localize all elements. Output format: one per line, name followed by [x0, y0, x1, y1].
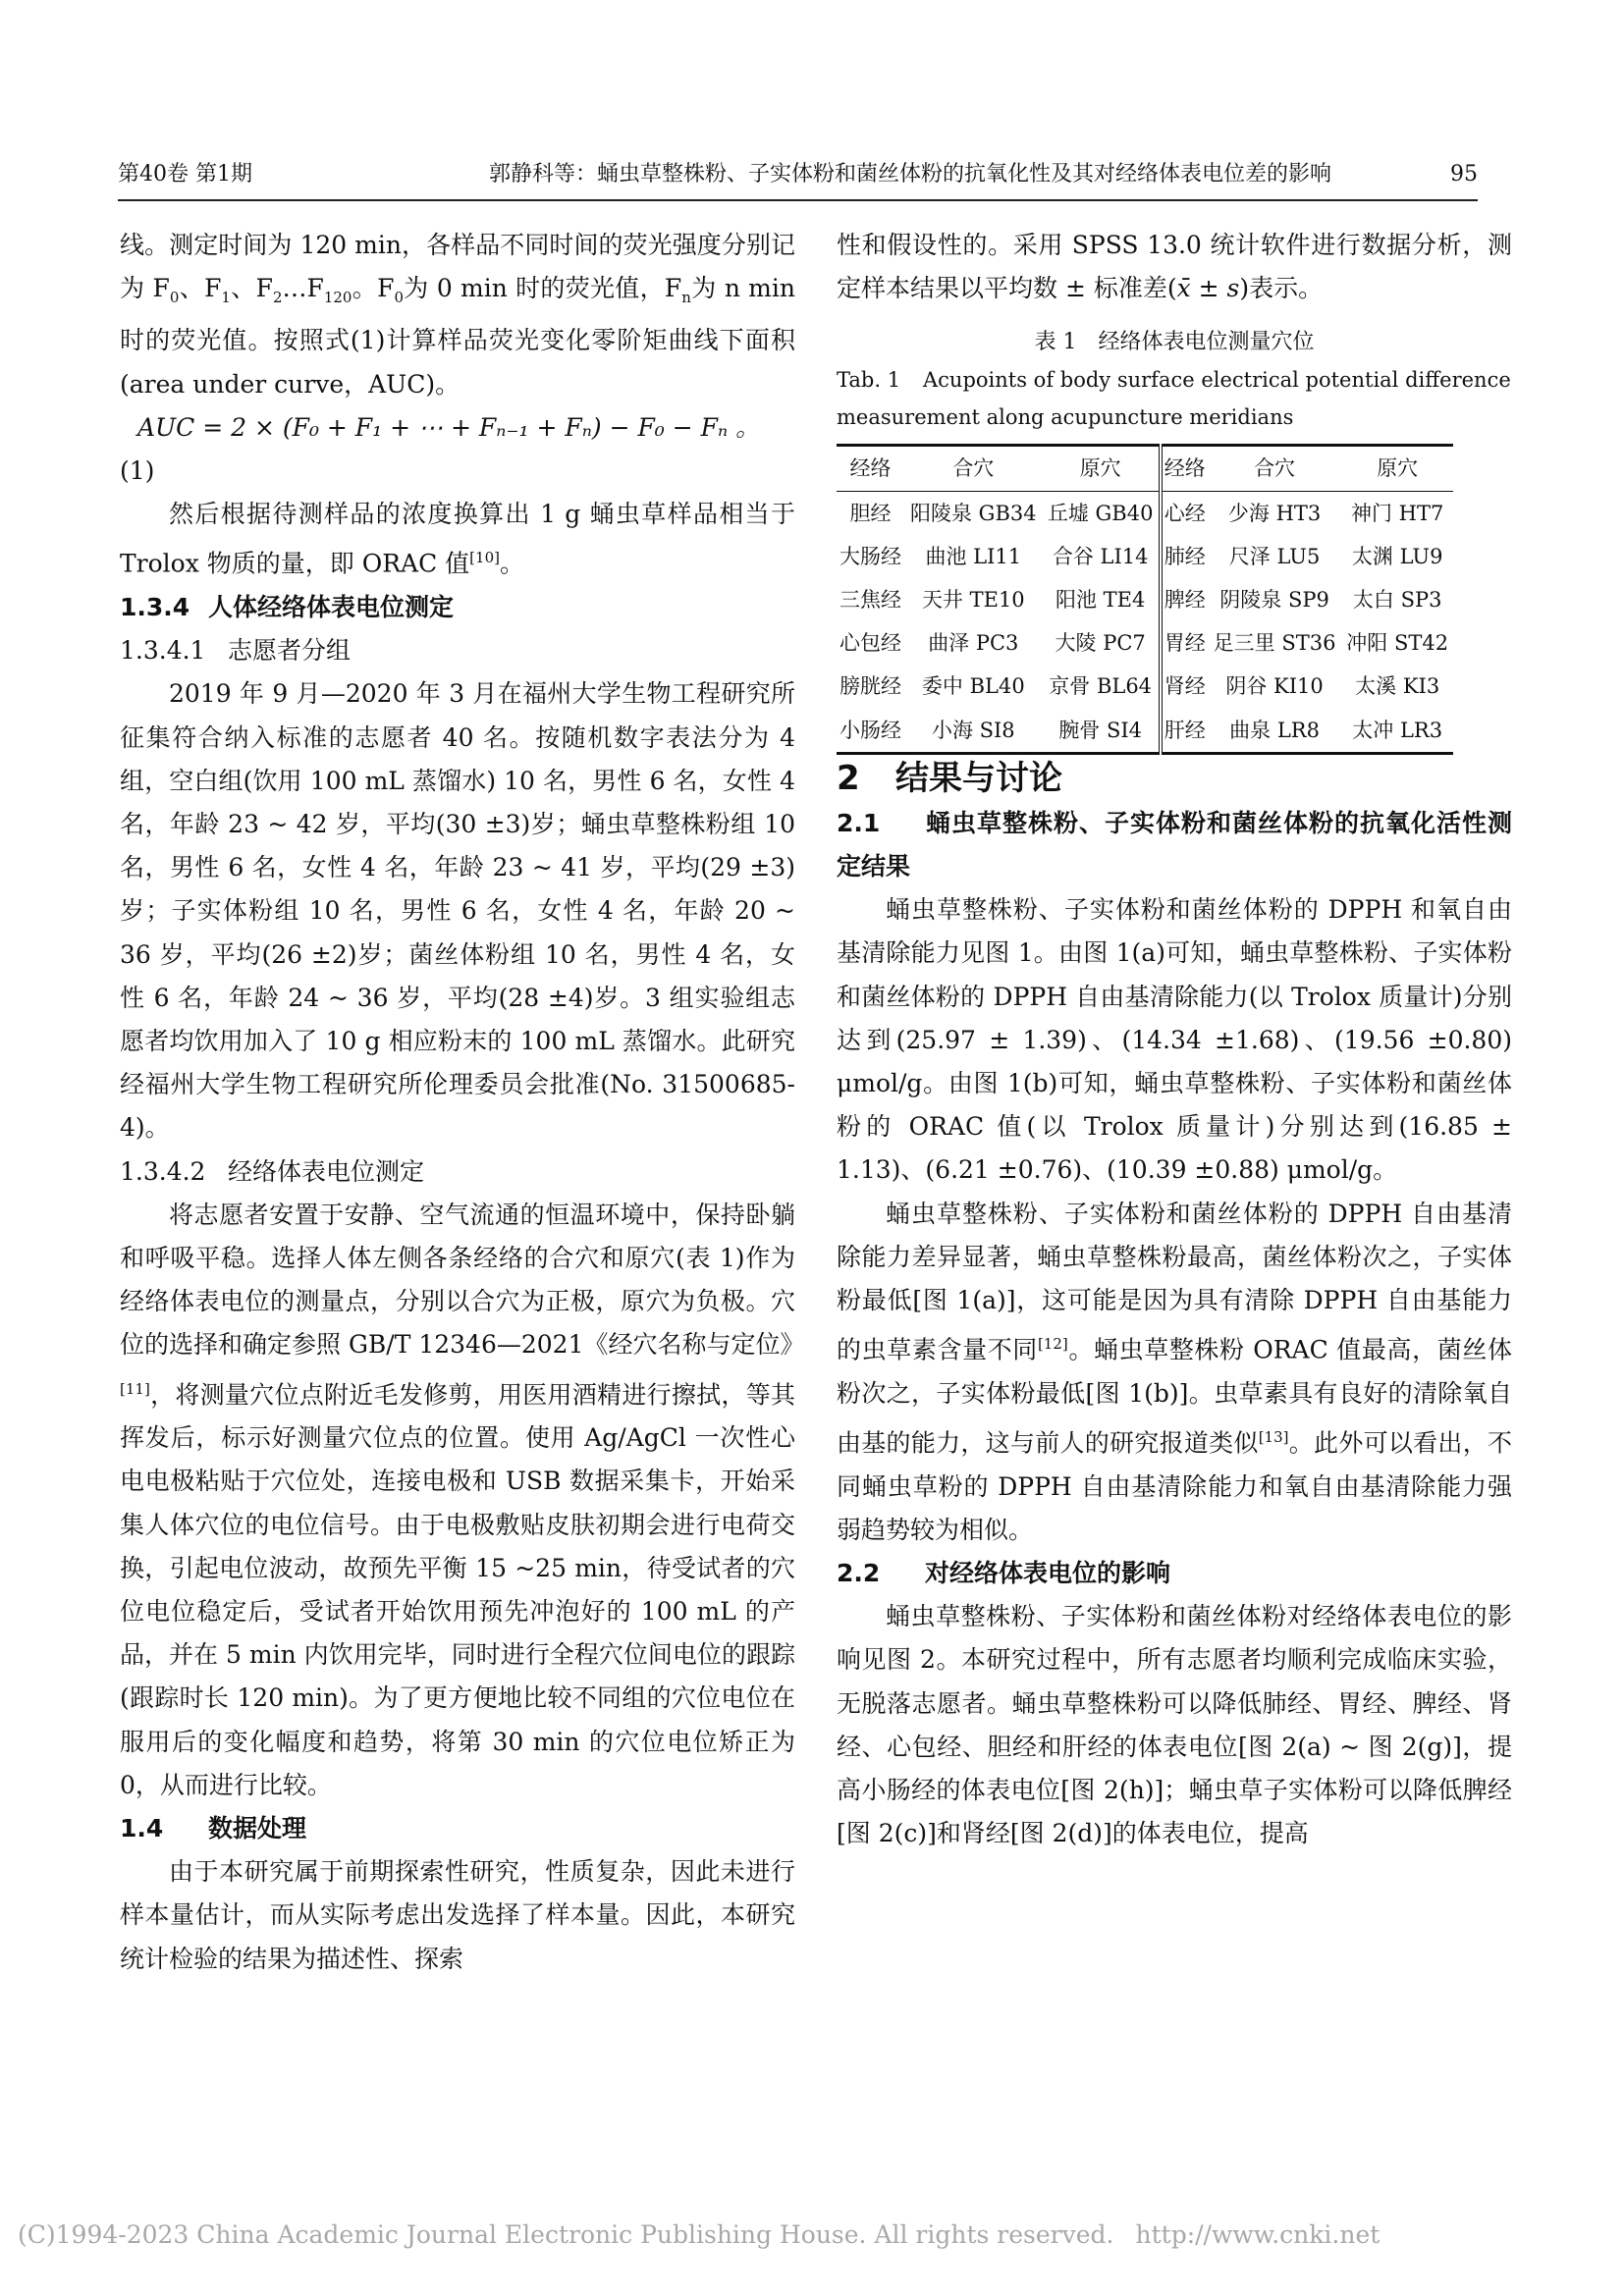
section-number: 1.3.4.1 — [120, 636, 206, 666]
column-header: 原穴 — [1043, 446, 1161, 491]
citation[interactable]: [12] — [1037, 1335, 1068, 1354]
footer-url-link[interactable]: http://www.cnki.net — [1135, 2220, 1380, 2249]
section-title: 人体经络体表电位测定 — [208, 592, 455, 621]
text-run: )表示。 — [1239, 274, 1324, 303]
copyright-footer — [18, 2220, 1380, 2249]
text-run: 。F — [352, 274, 395, 303]
section-number: 2.1 — [837, 808, 881, 837]
table-label: Tab. 1 — [837, 368, 901, 393]
acupoint-table — [837, 444, 1453, 754]
text-run: 、F — [230, 274, 273, 303]
meridian-cell: 胆经 — [849, 501, 892, 525]
meridian-cell: 肝经 — [1164, 718, 1206, 742]
paragraph-antioxidant-discussion — [837, 1193, 1512, 1552]
yuan-point-cell: 腕骨 SI4 — [1043, 709, 1161, 754]
section-title: 经络体表电位测定 — [228, 1156, 425, 1186]
text-run: 、F — [179, 274, 222, 303]
text-run: 然后根据待测样品的浓度换算出 1 g 蛹虫草样品相当于 Trolox 物质的量，即 ORAC 值 — [120, 500, 795, 578]
section-heading-1-4 — [120, 1807, 795, 1850]
he-point-cell: 尺泽 LU5 — [1228, 544, 1321, 568]
subscript: 1 — [221, 289, 231, 307]
meridian-cell: 肾经 — [1164, 674, 1206, 699]
section-heading-2-1 — [837, 802, 1512, 888]
he-point-cell: 曲池 LI11 — [925, 544, 1022, 568]
section-heading-1-3-4 — [120, 586, 795, 629]
section-heading-2-2 — [837, 1552, 1512, 1595]
yuan-point-cell: 京骨 BL64 — [1043, 665, 1161, 708]
meridian-cell: 三焦经 — [839, 588, 901, 613]
section-heading-2 — [837, 755, 1512, 802]
column-header: 原穴 — [1377, 456, 1419, 481]
section-number: 1.4 — [120, 1813, 164, 1842]
right-column — [837, 224, 1512, 1855]
table-caption-en — [837, 361, 1512, 436]
he-point-cell: 曲泉 LR8 — [1229, 718, 1320, 742]
yuan-point-cell: 大陵 PC7 — [1043, 621, 1161, 665]
paragraph-fluorescence — [120, 224, 795, 406]
table-row — [837, 491, 1453, 535]
section-number: 1.3.4 — [120, 592, 190, 621]
he-point-cell: 阴陵泉 SP9 — [1219, 588, 1329, 613]
left-column — [120, 224, 805, 1981]
subscript: 120 — [323, 289, 352, 307]
yuan-point-cell: 神门 HT7 — [1351, 501, 1444, 525]
section-title: 结果与讨论 — [895, 758, 1062, 798]
equation-number: (1) — [120, 456, 155, 486]
yuan-point-cell: 阳池 TE4 — [1043, 578, 1161, 621]
section-title: 蛹虫草整株粉、子实体粉和菌丝体粉的抗氧化活性测定结果 — [837, 808, 1512, 881]
table-row — [837, 621, 1453, 665]
subscript: 0 — [394, 289, 404, 307]
paragraph-measurement — [120, 1194, 805, 1807]
subscript: 2 — [272, 289, 283, 307]
column-header: 合穴 — [1254, 456, 1296, 481]
table-row — [837, 665, 1453, 708]
he-point-cell: 足三里 ST36 — [1213, 631, 1336, 656]
yuan-point-cell: 冲阳 ST42 — [1346, 631, 1449, 656]
meridian-cell: 小肠经 — [839, 718, 901, 742]
he-point-cell: 委中 BL40 — [921, 674, 1025, 699]
yuan-point-cell: 太白 SP3 — [1352, 588, 1442, 613]
table-row — [837, 535, 1453, 578]
he-point-cell: 小海 SI8 — [931, 718, 1015, 742]
math-mean-sd: x̄ ± s — [1176, 274, 1240, 303]
meridian-cell: 脾经 — [1164, 588, 1206, 613]
subscript: 0 — [169, 289, 180, 307]
paragraph-orac — [120, 493, 795, 586]
copyright-text: (C)1994-2023 China Academic Journal Electronic Publishing House. All rights reserved. — [18, 2220, 1114, 2249]
header-rule — [118, 199, 1478, 201]
meridian-cell: 心经 — [1164, 501, 1206, 525]
table-row — [837, 578, 1453, 621]
section-number: 2.2 — [837, 1558, 881, 1587]
paragraph-meridian-potential: 蛹虫草整株粉、子实体粉和菌丝体粉对经络体表电位的影响见图 2。本研究过程中，所有志愿者均顺利完成临床实验，无脱落志愿者。蛹虫草整株粉可以降低肺经、胃经、脾经、肾经、心包经、胆经和肝经的体表电位[图 2(a) ~ 图 2(g)]，提高小肠经的体表电位[图 2(h)]；蛹虫草子实体粉可以降低脾经[图 2(c)]和肾经[图 2(d)]的体表电位，提高 — [837, 1602, 1512, 1848]
text-run: 为 0 min 时的荧光值，F — [404, 274, 682, 303]
text-run: 。此外可以看出，不同蛹虫草粉的 DPPH 自由基清除能力和氧自由基清除能力强弱趋势较为相似。 — [837, 1428, 1512, 1544]
text-run: 为 n min 时的荧光值。按照式(1)计算样品荧光变化零阶矩曲线下面积(area under curve，AUC)。 — [120, 274, 795, 399]
yuan-point-cell: 丘墟 GB40 — [1043, 491, 1161, 535]
page-number: 95 — [1450, 162, 1478, 187]
table-caption-zh: 表 1 经络体表电位测量穴位 — [1034, 330, 1315, 355]
table-header-row — [837, 446, 1453, 491]
text-run: ，将测量穴位点附近毛发修剪，用医用酒精进行擦拭，等其挥发后，标示好测量穴位点的位置。使用 Ag/AgCl 一次性心电电极粘贴于穴位处，连接电极和 USB 数据采集卡，开始采集人体穴位的电位信号。由于电极敷贴皮肤初期会进行电荷交换，引起电位波动，故预先平衡 15 ~25 min，待受试者的穴位电位稳定后，受试者开始饮用预先冲泡好的 100 mL 的产品，并在 5 min 内饮用完毕，同时进行全程穴位间电位的跟踪(跟踪时长 120 min)。为了更方便地比较不同组的穴位电位在服用后的变化幅度和趋势，将第 30 min 的穴位电位矫正为 0，从而进行比较。 — [120, 1379, 795, 1799]
section-number: 1.3.4.2 — [120, 1156, 206, 1186]
he-point-cell: 曲泽 PC3 — [928, 631, 1019, 656]
section-title: 数据处理 — [208, 1813, 307, 1842]
paragraph-antioxidant-results: 蛹虫草整株粉、子实体粉和菌丝体粉的 DPPH 和氧自由基清除能力见图 1。由图 1(a)可知，蛹虫草整株粉、子实体粉和菌丝体粉的 DPPH 自由基清除能力(以 Trolox 质量计)分别达到(25.97 ± 1.39)、(14.34 ±1.68)、(19.56 ±0.80) μmol/g。由图 1(b)可知，蛹虫草整株粉、子实体粉和菌丝体粉的 ORAC 值(以 Trolox 质量计)分别达到(16.85 ± 1.13)、(6.21 ±0.76)、(10.39 ±0.88) μmol/g。 — [837, 895, 1512, 1185]
citation[interactable]: [11] — [120, 1379, 150, 1398]
section-number: 2 — [837, 758, 860, 798]
table-caption-text: Acupoints of body surface electrical potential difference measurement along acupuncture meridians — [837, 368, 1511, 430]
column-header: 经络 — [849, 456, 892, 481]
text-run: 将志愿者安置于安静、空气流通的恒温环境中，保持卧躺和呼吸平稳。选择人体左侧各条经络的合穴和原穴(表 1)作为经络体表电位的测量点，分别以合穴为正极，原穴为负极。穴位的选择和确定参照 GB/T 12346—2021《经穴名称与定位》 — [120, 1200, 805, 1360]
column-header: 经络 — [1164, 456, 1206, 481]
citation[interactable]: [10] — [469, 549, 500, 567]
meridian-cell: 心包经 — [839, 631, 901, 656]
meridian-cell: 膀胱经 — [839, 674, 901, 699]
text-run: 。 — [499, 549, 524, 578]
equation-auc: AUC = 2 × (F₀ + F₁ + ⋯ + Fₙ₋₁ + Fₙ) − F₀ − Fₙ 。 — [137, 412, 761, 442]
column-header: 合穴 — [952, 456, 995, 481]
section-heading-1-3-4-2 — [120, 1150, 795, 1194]
section-title: 对经络体表电位的影响 — [925, 1558, 1171, 1587]
text-run: 性和假设性的。采用 SPSS 13.0 统计软件进行数据分析，测定样本结果以平均数 ± 标准差( — [837, 231, 1512, 303]
he-point-cell: 阳陵泉 GB34 — [910, 501, 1037, 525]
paragraph-data-processing: 由于本研究属于前期探索性研究，性质复杂，因此未进行样本量估计，而从实际考虑出发选择了样本量。因此，本研究统计检验的结果为描述性、探索 — [120, 1857, 795, 1973]
text-run: 。蛹虫草整株粉 ORAC 值最高，菌丝体粉次之，子实体粉最低[图 1(b)]。虫草素具有良好的清除氧自由基的能力，这与前人的研究报道类似 — [837, 1335, 1512, 1458]
section-heading-1-3-4-1 — [120, 629, 795, 672]
meridian-cell: 胃经 — [1164, 631, 1206, 656]
he-point-cell: 天井 TE10 — [921, 588, 1025, 613]
running-header — [118, 155, 1478, 194]
meridian-cell: 肺经 — [1164, 544, 1206, 568]
text-run: 线。测定时间为 120 min，各样品不同时间的荧光强度分别记为 F — [120, 231, 795, 303]
running-title: 郭静科等：蛹虫草整株粉、子实体粉和菌丝体粉的抗氧化性及其对经络体表电位差的影响 — [489, 162, 1332, 187]
yuan-point-cell: 太渊 LU9 — [1351, 544, 1443, 568]
text-run: 蛹虫草整株粉、子实体粉和菌丝体粉的 DPPH 自由基清除能力差异显著，蛹虫草整株粉最高，菌丝体粉次之，子实体粉最低[图 1(a)]，这可能是因为具有清除 DPPH 自由基能力的虫草素含量不同 — [837, 1199, 1512, 1364]
yuan-point-cell: 合谷 LI14 — [1043, 535, 1161, 578]
table-row — [837, 709, 1453, 754]
he-point-cell: 阴谷 KI10 — [1225, 674, 1324, 699]
paragraph-volunteers: 2019 年 9 月—2020 年 3 月在福州大学生物工程研究所征集符合纳入标准的志愿者 40 名。按随机数字表法分为 4 组，空白组(饮用 100 mL 蒸馏水) 10 名，男性 6 名，女性 4 名，年龄 23 ~ 42 岁，平均(30 ±3)岁；蛹虫草整株粉组 10 名，男性 6 名，女性 4 名，年龄 23 ~ 41 岁，平均(29 ±3)岁；子实体粉组 10 名，男性 6 名，女性 4 名，年龄 20 ~ 36 岁，平均(26 ±2)岁；菌丝体粉组 10 名，男性 4 名，女性 6 名，年龄 24 ~ 36 岁，平均(28 ±4)岁。3 组实验组志愿者均饮用加入了 10 g 相应粉末的 100 mL 蒸馏水。此研究经福州大学生物工程研究所伦理委员会批准(No. 31500685-4)。 — [120, 679, 795, 1143]
volume-issue: 第40卷 第1期 — [118, 162, 252, 187]
text-run: …F — [282, 274, 324, 303]
paragraph-statistics — [837, 224, 1512, 310]
he-point-cell: 少海 HT3 — [1227, 501, 1322, 525]
citation[interactable]: [13] — [1258, 1428, 1289, 1446]
section-title: 志愿者分组 — [228, 636, 352, 666]
meridian-cell: 大肠经 — [839, 544, 901, 568]
subscript: n — [681, 289, 691, 307]
yuan-point-cell: 太冲 LR3 — [1352, 718, 1443, 742]
yuan-point-cell: 太溪 KI3 — [1355, 674, 1440, 699]
